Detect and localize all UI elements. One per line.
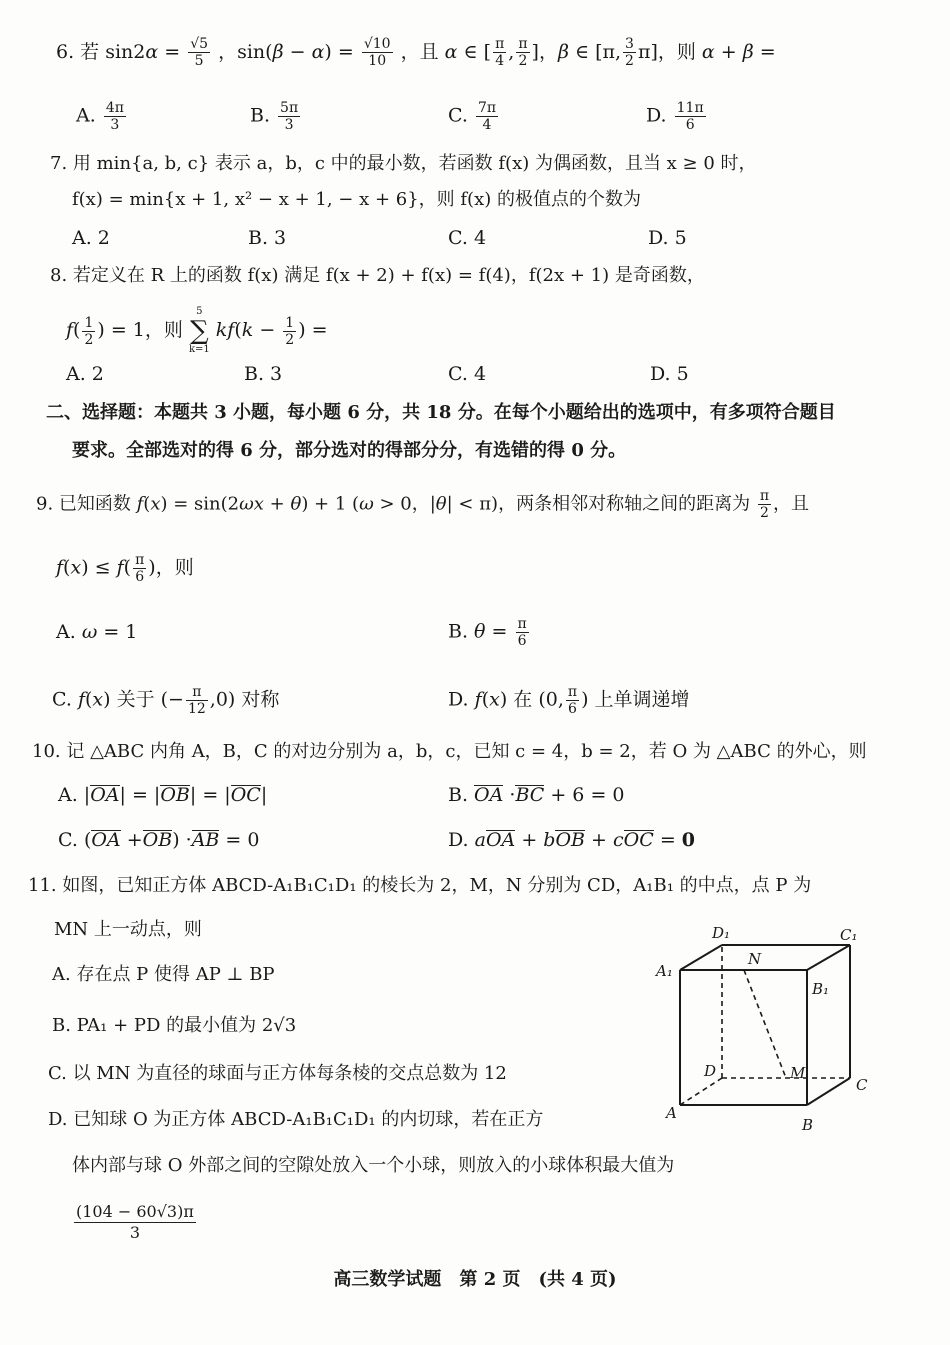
q7-option-d: D. 5 (648, 227, 687, 249)
q11-option-a: A. 存在点 P 使得 AP ⊥ BP (52, 964, 275, 985)
label-A: A (666, 1104, 677, 1122)
edge-BC (807, 1078, 850, 1105)
q11-option-d-line2: 体内部与球 O 外部之间的空隙处放入一个小球，则放入的小球体积最大值为 (72, 1155, 675, 1176)
q7-option-b: B. 3 (248, 227, 287, 249)
label-C1: C₁ (840, 926, 858, 944)
q7-option-c: C. 4 (448, 227, 487, 249)
q6-stem: 6. 若 sin2α = $\frac{√5}{5}$ ，sin(β − α) = $\frac{√10}{10}$ ，且 α ∈ [ $\frac{\pi}{4}$ , $\frac{\pi}{2}$ ]，β ∈ [π, $\frac{3}{2}$ π]，则 α + β = (56, 36, 776, 69)
q11-option-d-line3: $\frac{(104 - 60√3)\pi}{3}$ (76, 1202, 194, 1242)
q7-option-a: A. 2 (72, 227, 110, 249)
segment-MN (744, 970, 786, 1078)
cube-figure (650, 920, 890, 1140)
q9-option-c: C. f(x) 关于 (− $\frac{\pi}{12}$ ,0) 对称 (52, 684, 280, 717)
q8-option-b: B. 3 (244, 363, 283, 385)
q6-option-c: C. $\frac{7\pi}{4}$ (448, 100, 497, 133)
label-D1: D₁ (712, 924, 731, 942)
q6-option-d: D. $\frac{11\pi}{6}$ (646, 100, 704, 133)
edge-A1D1 (680, 945, 722, 970)
q8-line1: 8. 若定义在 R 上的函数 f(x) 满足 f(x + 2) + f(x) = f(4)，f(2x + 1) 是奇函数， (50, 265, 705, 286)
q9-option-b: B. θ = $\frac{\pi}{6}$ (448, 616, 527, 649)
label-M: M (790, 1064, 806, 1082)
q11-option-d-line1: D. 已知球 O 为正方体 ABCD-A₁B₁C₁D₁ 的内切球，若在正方 (48, 1109, 544, 1130)
q6-option-b: B. $\frac{5\pi}{3}$ (250, 100, 299, 133)
q9-line1: 9. 已知函数 f(x) = sin(2ωx + θ) + 1 (ω > 0，|θ| < π)，两条相邻对称轴之间的距离为 $\frac{\pi}{2}$ ，且 (36, 488, 810, 521)
q10-stem: 10. 记 △ABC 内角 A，B，C 的对边分别为 a，b，c，已知 c = 4，b = 2，若 O 为 △ABC 的外心，则 (32, 741, 867, 762)
q10-option-a: A. |OA| = |OB| = |OC| (58, 784, 268, 806)
q10-option-d: D. aOA + bOB + cOC = 0 (448, 829, 696, 851)
q11-option-c: C. 以 MN 为直径的球面与正方体每条棱的交点总数为 12 (48, 1063, 507, 1084)
label-B1: B₁ (812, 980, 830, 998)
q6-option-a: A. $\frac{4\pi}{3}$ (76, 100, 124, 133)
edge-AD (680, 1078, 722, 1105)
q7-line1: 7. 用 min{a, b, c} 表示 a，b，c 中的最小数，若函数 f(x) 为偶函数，且当 x ≥ 0 时， (50, 153, 757, 174)
q9-option-d: D. f(x) 在 (0, $\frac{\pi}{6}$ ) 上单调递增 (448, 684, 690, 717)
section2-heading-line2: 要求。全部选对的得 6 分，部分选对的得部分分，有选错的得 0 分。 (72, 440, 627, 461)
section2-heading-line1: 二、选择题：本题共 3 小题，每小题 6 分，共 18 分。在每个小题给出的选项中，有多项符合题目 (46, 402, 836, 423)
q10-option-c: C. (OA +OB) ·AB = 0 (58, 829, 260, 851)
label-N: N (748, 950, 762, 968)
label-B: B (802, 1116, 814, 1134)
q8-option-d: D. 5 (650, 363, 689, 385)
label-A1: A₁ (656, 962, 673, 980)
q9-line2: f(x) ≤ f( $\frac{\pi}{6}$ )，则 (56, 552, 194, 585)
q8-line2: f( $\frac{1}{2}$ ) = 1，则 5 ∑ k=1 kf(k − $\frac{1}{2}$ ) = (66, 306, 328, 355)
edge-B1C1 (807, 945, 850, 970)
q11-line2: MN 上一动点，则 (54, 919, 202, 940)
q8-option-a: A. 2 (66, 363, 104, 385)
page-footer: 高三数学试题 第 2 页 (共 4 页) (333, 1269, 617, 1290)
q8-option-c: C. 4 (448, 363, 487, 385)
label-D: D (704, 1062, 717, 1080)
q9-option-a: A. ω = 1 (56, 621, 138, 643)
q10-option-b: B. OA ·BC + 6 = 0 (448, 784, 625, 806)
q11-option-b: B. PA₁ + PD 的最小值为 2√3 (52, 1015, 297, 1036)
label-C: C (856, 1076, 868, 1094)
q7-line2: f(x) = min{x + 1, x² − x + 1, − x + 6}，则 f(x) 的极值点的个数为 (72, 189, 641, 210)
q11-line1: 11. 如图，已知正方体 ABCD-A₁B₁C₁D₁ 的棱长为 2，M，N 分别为 CD，A₁B₁ 的中点，点 P 为 (28, 875, 812, 896)
q6-stem-text (56, 36, 866, 60)
